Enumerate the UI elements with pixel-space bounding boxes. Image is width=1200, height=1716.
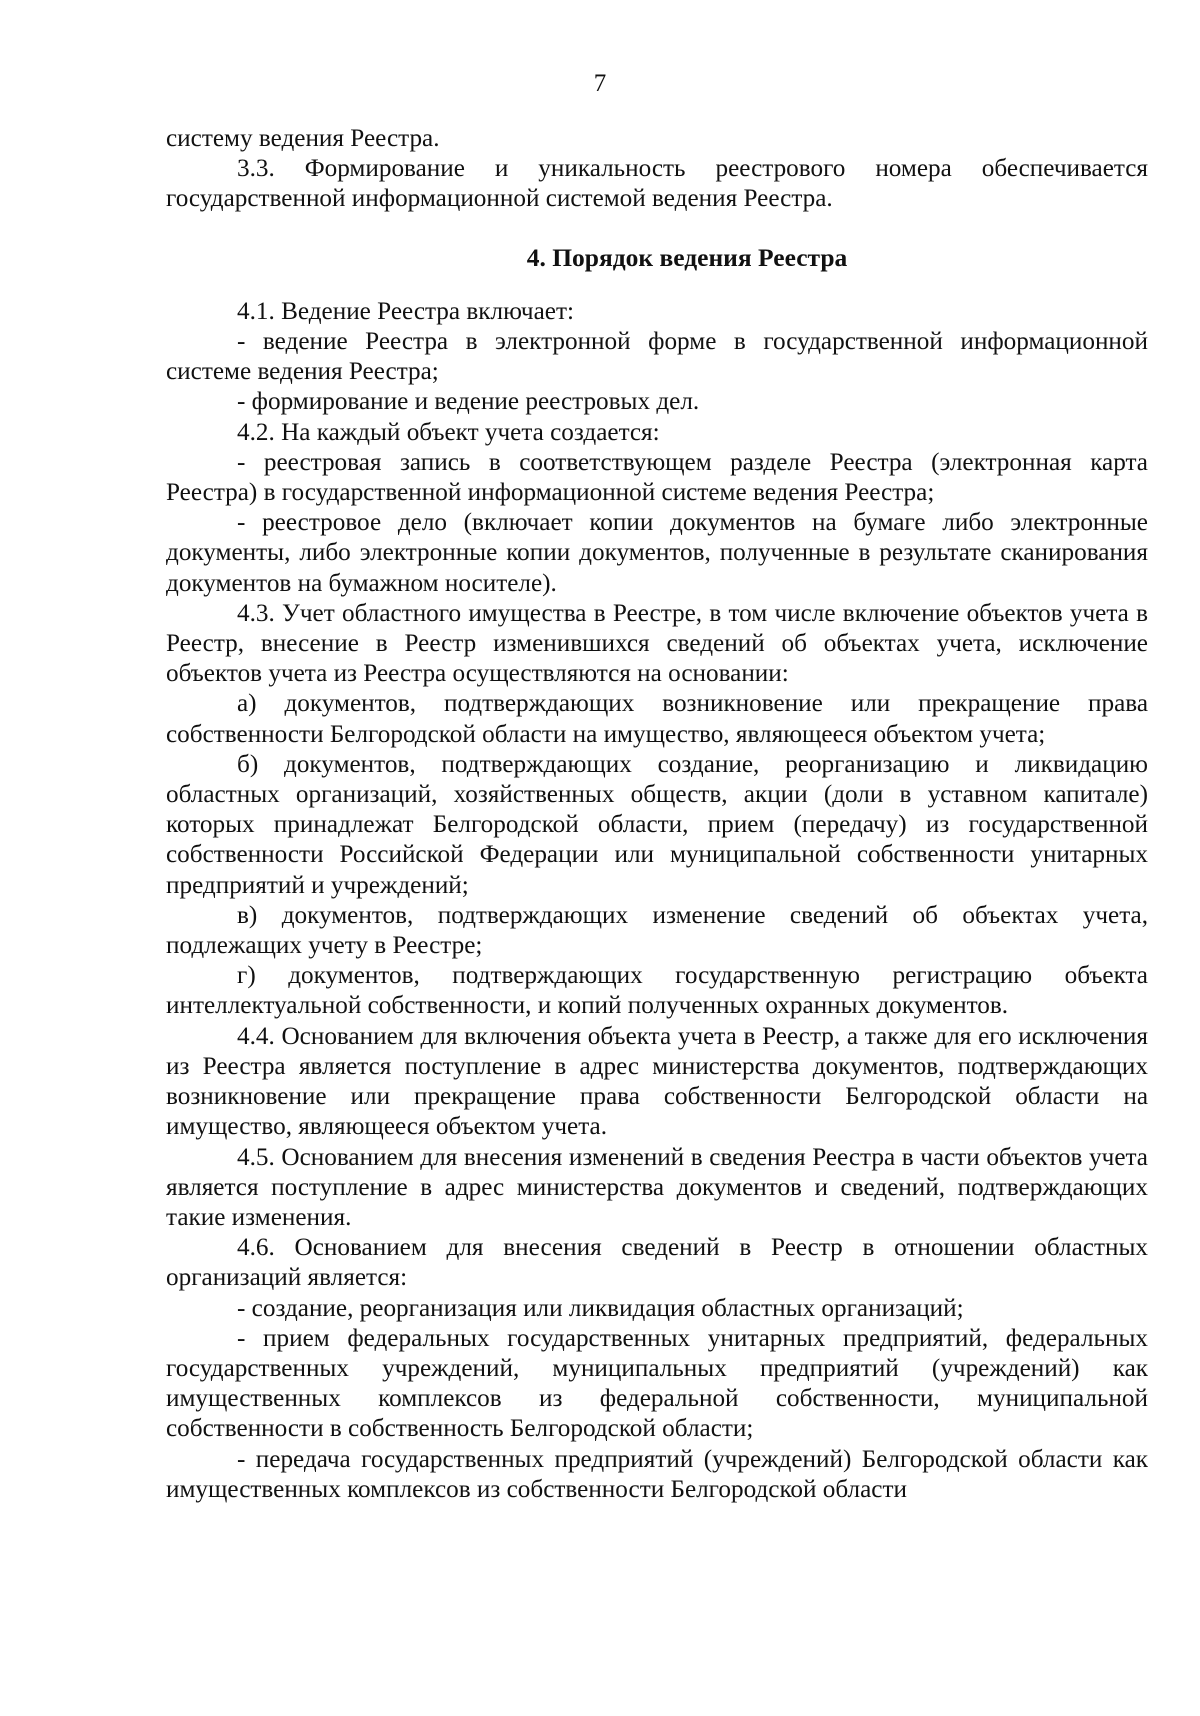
paragraph-4-5: 4.5. Основанием для внесения изменений в сведения Реестра в части объектов учета является поступление в адрес министерства документов и сведений, подтверждающих такие изменения.	[166, 1143, 1148, 1231]
list-item: - реестровое дело (включает копии документов на бумаге либо электронные документы, либо электронные копии документов, полученные в результате сканирования документов на бумажном носителе).	[166, 509, 1148, 597]
paragraph-4-1: 4.1. Ведение Реестра включает:	[237, 297, 574, 325]
document-body	[166, 124, 1148, 1505]
list-item: в) документов, подтверждающих изменение сведений об объектах учета, подлежащих учету в Реестре;	[166, 901, 1148, 960]
paragraph-3-3: 3.3. Формирование и уникальность реестрового номера обеспечивается государственной информационной системой ведения Реестра.	[166, 155, 1148, 213]
paragraph-4-4: 4.4. Основанием для включения объекта учета в Реестр, а также для его исключения из Реестра является поступление в адрес министерства документов, подтверждающих возникновение или прекращение права собственности Белгородской области на имущество, являющееся объектом учета.	[166, 1022, 1148, 1141]
list-item: - формирование и ведение реестровых дел.	[237, 388, 700, 416]
paragraph-4-6: 4.6. Основанием для внесения сведений в Реестр в отношении областных организаций является:	[166, 1234, 1148, 1292]
list-item: - ведение Реестра в электронной форме в государственной информационной системе ведения Реестра;	[166, 328, 1148, 386]
list-item: - создание, реорганизация или ликвидация областных организаций;	[237, 1294, 964, 1322]
list-item: б) документов, подтверждающих создание, реорганизацию и ликвидацию областных организаций, хозяйственных обществ, акции (доли в уставном капитале) которых принадлежат Белгородской области, прием (передачу) из государственной собственности Российской Федерации или муниципальной собственности унитарных предприятий и учреждений;	[166, 750, 1148, 899]
paragraph-continuation: систему ведения Реестра.	[166, 125, 440, 152]
list-item: а) документов, подтверждающих возникновение или прекращение права собственности Белгородской области на имущество, являющееся объектом учета;	[166, 690, 1148, 748]
page-number: 7	[593, 70, 607, 97]
list-item: г) документов, подтверждающих государственную регистрацию объекта интеллектуальной собственности, и копий полученных охранных документов.	[166, 962, 1148, 1020]
section-heading: 4. Порядок ведения Реестра	[526, 242, 848, 272]
paragraph-4-2: 4.2. На каждый объект учета создается:	[237, 418, 660, 446]
list-item: - реестровая запись в соответствующем разделе Реестра (электронная карта Реестра) в государственной информационной системе ведения Реестра;	[166, 448, 1148, 507]
list-item: - передача государственных предприятий (учреждений) Белгородской области как имущественных комплексов из собственности Белгородской области	[166, 1445, 1148, 1503]
list-item: - прием федеральных государственных унитарных предприятий, федеральных государственных учреждений, муниципальных предприятий (учреждений) как имущественных комплексов из федеральной собственности, муниципальной собственности в собственность Белгородской области;	[166, 1324, 1148, 1443]
paragraph-4-3: 4.3. Учет областного имущества в Реестре, в том числе включение объектов учета в Реестр, внесение в Реестр изменившихся сведений об объектах учета, исключение объектов учета из Реестра осуществляются на основании:	[166, 599, 1148, 688]
